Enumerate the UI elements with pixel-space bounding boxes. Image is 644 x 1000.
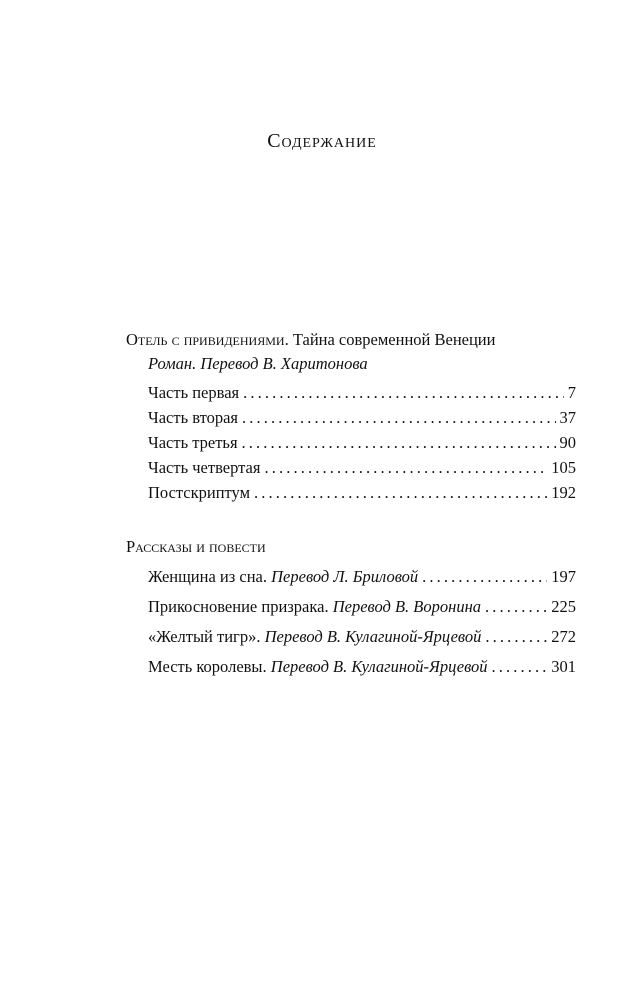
toc-entry-page: 301 xyxy=(551,657,576,676)
dot-leader xyxy=(242,408,555,428)
toc-entry[interactable] xyxy=(148,433,576,453)
toc-entry-title: Месть королевы. xyxy=(148,657,271,676)
dot-leader xyxy=(422,567,547,587)
toc-entry[interactable] xyxy=(148,627,576,647)
toc-entry-translator: Перевод Л. Бриловой xyxy=(271,567,419,586)
toc-entry[interactable] xyxy=(148,567,576,587)
toc-entry-translator: Перевод В. Кулагиной-Ярцевой xyxy=(270,657,488,676)
toc-entry-translator: Перевод В. Воронина xyxy=(332,597,482,616)
toc-entry[interactable] xyxy=(148,597,576,617)
dot-leader xyxy=(492,657,548,677)
toc-entry-label: Часть вторая xyxy=(148,408,239,427)
toc-entry[interactable] xyxy=(148,408,576,428)
toc-entry-title: «Желтый тигр». xyxy=(148,627,265,646)
toc-entry-title: Женщина из сна. xyxy=(148,567,272,586)
toc-entry-page: 7 xyxy=(567,383,576,402)
toc-entry-page: 192 xyxy=(551,483,576,502)
page-title: Содержание xyxy=(267,130,377,152)
toc-entry-page: 105 xyxy=(551,458,576,477)
toc-entry-page: 37 xyxy=(559,408,576,427)
toc-entry[interactable] xyxy=(148,383,576,403)
dot-leader xyxy=(242,433,556,453)
section-heading-novel-subtitle: Тайна современной Венеции xyxy=(288,330,496,349)
toc-entry-page: 225 xyxy=(551,597,576,616)
section-heading-stories: Рассказы и повести xyxy=(126,537,266,556)
section-heading-novel-title: Отель с привидениями. xyxy=(126,330,289,349)
toc-entry-label xyxy=(148,567,418,587)
toc-entry-page: 272 xyxy=(551,627,576,646)
toc-entry-label: Часть третья xyxy=(148,433,238,452)
toc-entry-label xyxy=(148,657,488,677)
toc-entry[interactable] xyxy=(148,657,576,677)
toc-entry-label xyxy=(148,627,481,647)
toc-entry-translator: Перевод В. Кулагиной-Ярцевой xyxy=(264,627,482,646)
toc-entry-title: Прикосновение призрака. xyxy=(148,597,333,616)
toc-entry-label: Часть первая xyxy=(148,383,240,402)
toc-entry-label: Постскриптум xyxy=(148,483,251,502)
dot-leader xyxy=(485,597,547,617)
dot-leader xyxy=(485,627,547,647)
toc-entry-label xyxy=(148,597,481,617)
dot-leader xyxy=(264,458,547,478)
toc-entry-page: 90 xyxy=(559,433,576,452)
toc-entry[interactable] xyxy=(148,458,576,478)
toc-entry-label: Часть четвертая xyxy=(148,458,261,477)
section-subtitle-novel: Роман. Перевод В. Харитонова xyxy=(148,354,368,373)
dot-leader xyxy=(254,483,547,503)
toc-entry[interactable] xyxy=(148,483,576,503)
dot-leader xyxy=(243,383,564,403)
toc-entry-page: 197 xyxy=(551,567,576,586)
section-heading-novel xyxy=(126,330,495,350)
